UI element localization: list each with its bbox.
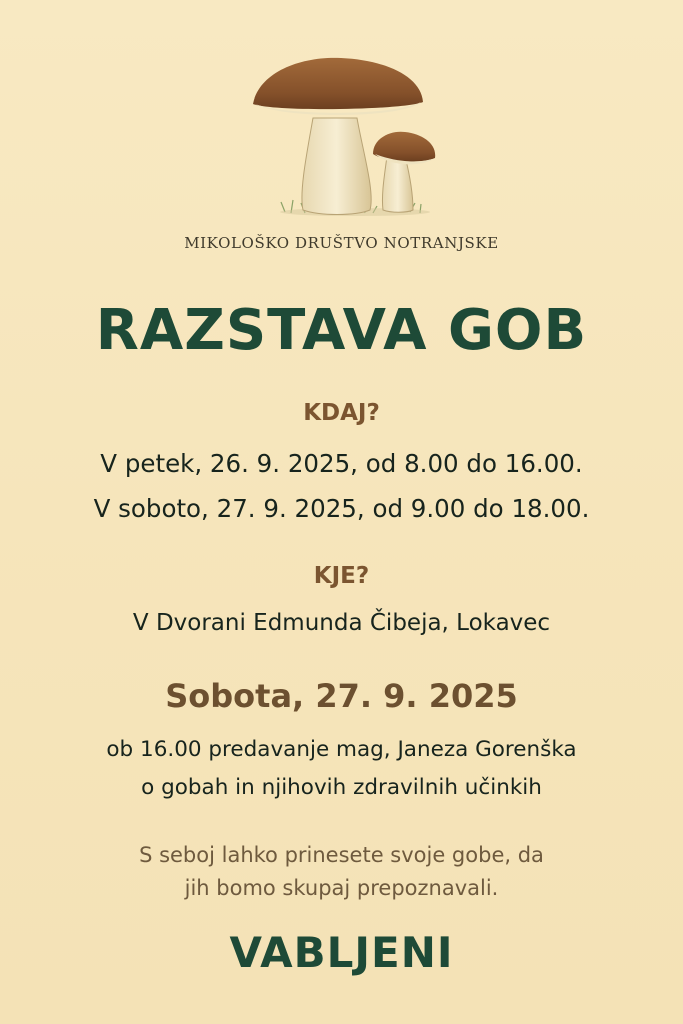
note-line-2: jih bomo skupaj prepoznavali. <box>184 876 499 900</box>
mushroom-icon <box>245 52 445 222</box>
when-heading: KDAJ? <box>303 400 380 426</box>
closing-invitation: VABLJENI <box>229 928 454 977</box>
where-location: V Dvorani Edmunda Čibeja, Lokavec <box>132 610 551 636</box>
lecture-line-2: o gobah in njihovih zdravilnih učinkih <box>141 775 542 800</box>
when-line-friday: V petek, 26. 9. 2025, od 8.00 do 16.00. <box>100 449 583 478</box>
lecture-line-1: ob 16.00 predavanje mag, Janeza Gorenška <box>106 737 577 762</box>
note-line-1: S seboj lahko prinesete svoje gobe, da <box>139 843 544 867</box>
where-heading: KJE? <box>313 563 370 589</box>
poster-title: RAZSTAVA GOB <box>95 298 588 363</box>
organization-name: MIKOLOŠKO DRUŠTVO NOTRANJSKE <box>184 234 499 252</box>
lecture-date: Sobota, 27. 9. 2025 <box>165 677 518 715</box>
when-line-saturday: V soboto, 27. 9. 2025, od 9.00 do 18.00. <box>93 494 590 523</box>
